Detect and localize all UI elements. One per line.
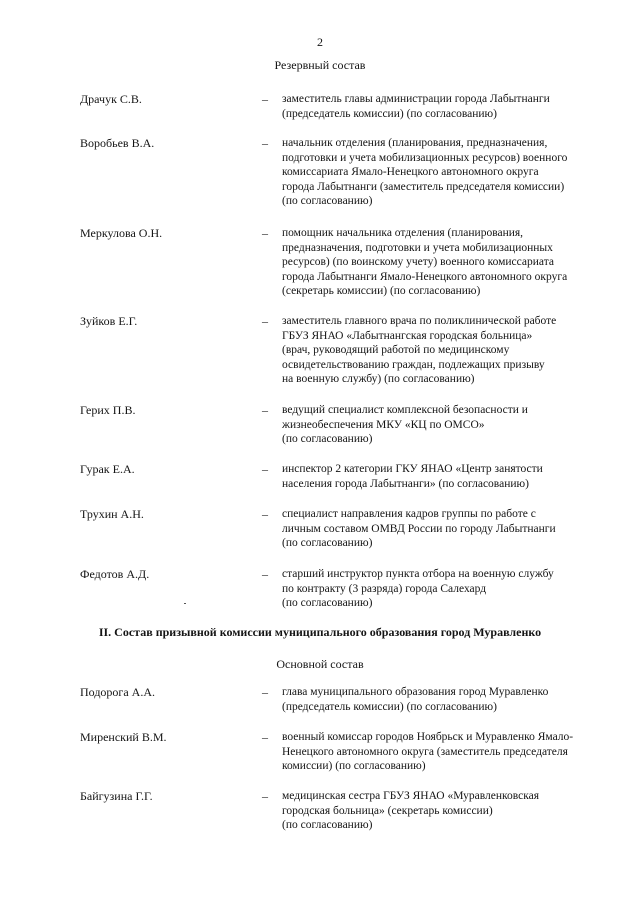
member-name: Трухин А.Н. (80, 507, 144, 521)
member-name: Подорога А.А. (80, 685, 156, 699)
member-name: Воробьев В.А. (80, 136, 155, 150)
description-line: инспектор 2 категории ГКУ ЯНАО «Центр занятости (282, 463, 543, 475)
reserve-composition-heading: Резервный состав (274, 58, 366, 72)
description-line: жизнеобеспечения МКУ «КЦ по ОМСО» (282, 418, 485, 431)
description-line: специалист направления кадров группы по работе с (282, 508, 536, 520)
description-line: (секретарь комиссии) (по согласованию) (282, 285, 481, 297)
section-title: II. Состав призывной комиссии муниципального образования город Муравленко (98, 625, 542, 639)
description-line: Ненецкого автономного округа (заместитель председателя (282, 745, 568, 758)
member-name: Зуйков Е.Г. (80, 314, 138, 328)
member-dash: – (262, 789, 268, 803)
member-description (282, 314, 612, 387)
member-description (282, 226, 612, 299)
description-line: комиссии) (по согласованию) (282, 760, 426, 772)
description-line: (по согласованию) (282, 195, 373, 207)
description-line: (председатель комиссии) (по согласованию) (282, 700, 497, 713)
page-number: 2 (317, 35, 323, 49)
member-description (282, 136, 612, 209)
description-line: освидетельствованию граждан, подлежащих призыву (282, 358, 545, 371)
description-line: (врач, руководящий работой по медицинскому (282, 344, 510, 356)
member-description (282, 685, 612, 714)
description-line: глава муниципального образования город Муравленко (282, 686, 549, 698)
member-dash: – (262, 567, 268, 581)
description-line: старший инструктор пункта отбора на военную службу (282, 568, 554, 580)
member-name: Герих П.В. (80, 403, 136, 417)
description-line: военный комиссар городов Ноябрьск и Муравленко Ямало- (282, 731, 574, 743)
description-line: (по согласованию) (282, 537, 373, 549)
member-name: Миренский В.М. (80, 730, 167, 744)
member-dash: – (262, 136, 268, 150)
description-line: медицинская сестра ГБУЗ ЯНАО «Муравленковская (282, 790, 540, 802)
member-name: Драчук С.В. (80, 92, 142, 106)
member-dash: – (262, 226, 268, 240)
description-line: по контракту (3 разряда) города Салехард (282, 582, 487, 595)
member-dash: – (262, 507, 268, 521)
member-description (282, 92, 612, 121)
member-description (282, 507, 612, 551)
member-description (282, 462, 612, 491)
description-line: помощник начальника отделения (планирования, (282, 227, 524, 239)
description-line: комиссариата Ямало-Ненецкого автономного округа (282, 166, 539, 178)
member-dash: – (262, 92, 268, 106)
member-description (282, 403, 612, 447)
description-line: заместитель главы администрации города Лабытнанги (282, 93, 550, 105)
description-line: ГБУЗ ЯНАО «Лабытнангская городская больница» (282, 329, 533, 342)
scan-speck (184, 603, 186, 604)
member-dash: – (262, 403, 268, 417)
member-description (282, 730, 612, 774)
description-line: на военную службу) (по согласованию) (282, 373, 475, 385)
member-description (282, 789, 612, 833)
description-line: личным составом ОМВД России по городу Лабытнанги (282, 522, 556, 535)
description-line: начальник отделения (планирования, предназначения, (282, 137, 548, 149)
description-line: ресурсов) (по воинскому учету) военного комиссариата (282, 256, 554, 268)
member-name: Федотов А.Д. (80, 567, 150, 581)
description-line: заместитель главного врача по поликлинической работе (282, 315, 557, 327)
member-description (282, 567, 612, 611)
description-line: подготовки и учета мобилизационных ресурсов) военного (282, 151, 568, 164)
member-dash: – (262, 730, 268, 744)
member-name: Меркулова О.Н. (80, 226, 163, 240)
description-line: ведущий специалист комплексной безопасности и (282, 404, 528, 416)
description-line: предназначения, подготовки и учета мобилизационных (282, 241, 553, 254)
description-line: города Лабытнанги Ямало-Ненецкого автономного округа (282, 270, 568, 283)
description-line: городская больница» (секретарь комиссии) (282, 804, 493, 817)
member-dash: – (262, 314, 268, 328)
member-name: Байгузина Г.Г. (80, 789, 153, 803)
description-line: (по согласованию) (282, 433, 373, 445)
member-dash: – (262, 462, 268, 476)
description-line: населения города Лабытнанги» (по согласованию) (282, 477, 529, 490)
description-line: города Лабытнанги (заместитель председателя комиссии) (282, 180, 565, 193)
main-composition-heading: Основной состав (276, 657, 364, 671)
description-line: (по согласованию) (282, 597, 373, 609)
description-line: (по согласованию) (282, 819, 373, 831)
member-name: Гурак Е.А. (80, 462, 135, 476)
member-dash: – (262, 685, 268, 699)
description-line: (председатель комиссии) (по согласованию) (282, 107, 497, 120)
